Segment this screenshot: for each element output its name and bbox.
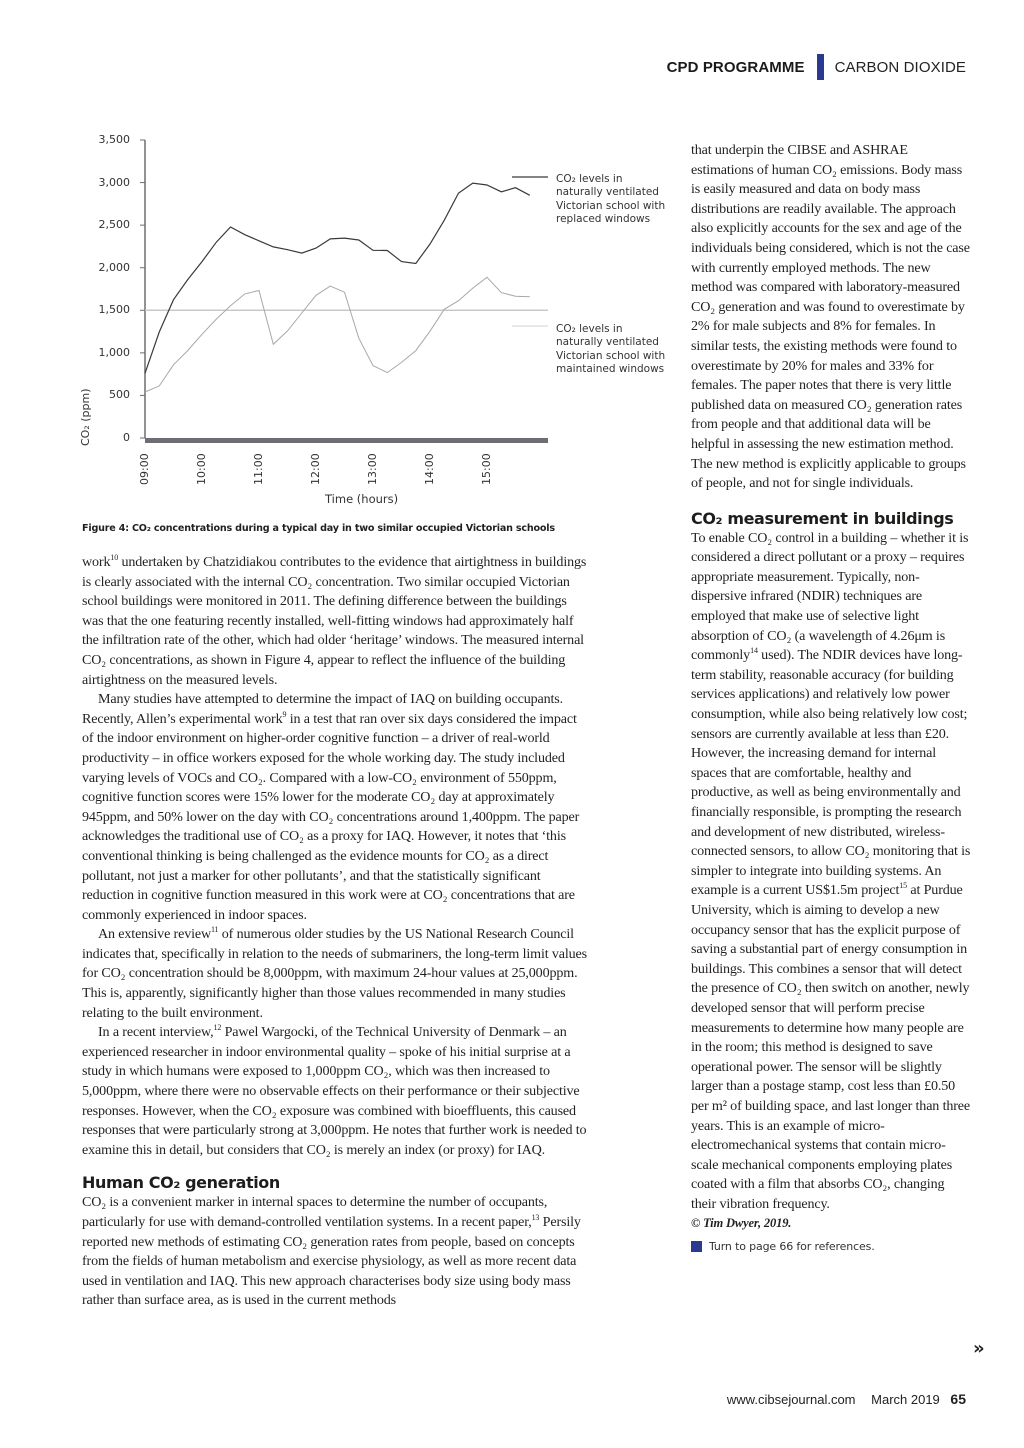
x-tick-label: 11:00 — [252, 453, 265, 485]
x-axis-label: Time (hours) — [325, 492, 399, 506]
references-label: Turn to page 66 for references. — [709, 1240, 875, 1254]
x-tick-label: 15:00 — [480, 453, 493, 485]
header-divider-bar — [817, 54, 824, 80]
x-tick-label: 14:00 — [423, 453, 436, 485]
y-tick-label: 0 — [123, 431, 130, 444]
page-number: 65 — [950, 1391, 966, 1407]
y-tick-label: 500 — [109, 388, 130, 402]
section-heading-co2-measurement: CO₂ measurement in buildings — [691, 508, 954, 528]
running-header — [667, 54, 966, 80]
y-tick-label: 3,500 — [98, 133, 130, 146]
series-maintained-windows — [145, 277, 530, 392]
x-tick-label: 09:00 — [138, 453, 151, 485]
paragraph: work$^{10}$ undertaken by Chatzidiakou contributes to the evidence that airtightness in buildings is clearly associated with the internal CO₂ concentration. Two similar occupied Victorian school buildings were monitored in 2011. The defining difference between the buildings was that the one featuring recently installed, well-fitting windows had approximately half the infiltration rate of the other, which had older ‘heritage’ windows. The measured internal CO₂ concentrations, as shown in Figure 4, appear to reflect the influence of the building airtightness on the measured levels. — [82, 553, 587, 688]
continue-chevron-icon: » — [973, 1338, 985, 1359]
left-column — [82, 553, 587, 1311]
paragraph: In a recent interview,$^{12}$ Pawel Wargocki, of the Technical University of Denmark – an experienced researcher in indoor environmental quality – spoke of his initial surprise at a study in which humans were exposed to 1,000ppm CO₂, which was then increased to 5,000ppm, where there were no observable effects on their performance or their subjective responses. However, when the CO₂ exposure was combined with bioeffluents, this caused responses that were particularly strong at 3,000ppm. He notes that further work is needed to examine this in detail, but considers that CO₂ is merely an index (or proxy) for IAQ. — [82, 1023, 587, 1158]
x-tick-label: 12:00 — [309, 453, 322, 485]
paragraph: To enable CO₂ control in a building – whether it is considered a direct pollutant or a proxy – requires appropriate measurement. Typically, non-dispersive infrared (NDIR) techniques are employed that make use of selective light absorption of CO₂ (a wavelength of 4.26μm is commonly$^{14}$ used). The NDIR devices have long-term stability, reasonable accuracy (for building services applications) and relatively low power consumption, while also being relatively low cost; sensors are currently available at less than £20. However, the increasing demand for internal spaces that are comfortable, healthy and productive, as well as being environmentally and financially responsible, is prompting the research and development of new distributed, wireless-connected sensors, to allow CO₂ monitoring that is simpler to integrate into building systems. An example is a current US$1.5m project$^{15}$ at Purdue University, which is aiming to develop a new occupancy sensor that has the explicit purpose of saving a substantial part of energy consumption in buildings. This combines a sensor that will detect the presence of CO₂ then switch on another, newly developed sensor that will perform precise measurements to determine how many people are in the room; this method is designed to save operational power. The sensor will be slightly larger than a postage stamp, cost less than £0.50 per m² of building space, and last longer than three years. This is an example of micro-electromechanical systems that contain micro-scale mechanical components employing plates coated with a film that absorbs CO₂, changing their vibration frequency. — [691, 529, 971, 1212]
author-credit: © Tim Dwyer, 2019. — [691, 1216, 792, 1231]
section-heading-human-co2-generation: Human CO₂ generation — [82, 1173, 280, 1193]
x-tick-label: 10:00 — [195, 453, 208, 485]
y-axis-label: CO₂ (ppm) — [79, 388, 92, 446]
page-footer — [727, 1391, 966, 1407]
website-link[interactable]: www.cibsejournal.com — [726, 1392, 856, 1407]
y-tick-label: 3,000 — [98, 175, 130, 189]
x-tick-label: 13:00 — [366, 453, 379, 485]
paragraph: Many studies have attempted to determine the impact of IAQ on building occupants. Recently, Allen’s experimental work$^9$ in a test that ran over six days considered the impact of the indoor environment on higher-order cognitive function – a driver of real-world productivity – in office workers exposed for the whole working day. The study included varying levels of VOCs and CO₂. Compared with a low-CO₂ environment of 550ppm, cognitive function scores were 15% lower for the moderate CO₂ day at approximately 945ppm, and 50% lower on the day with CO₂ concentrations around 1,400ppm. The paper acknowledges the traditional use of CO₂ as a proxy for IAQ. However, it notes that ‘this conventional thinking is being challenged as the evidence mounts for CO₂ as a direct pollutant, not just a marker for other pollutants’, and that the statistically significant reduction in cognitive function measured in this work were at CO₂ concentrations that are commonly experienced in indoor spaces. — [82, 691, 580, 923]
paragraph: An extensive review$^{11}$ of numerous older studies by the US National Research Council indicates that, specifically in relation to the needs of submariners, the long-term limit values for CO₂ concentration should be 8,000ppm, with maximum 24-hour values at 25,000ppm. This is, apparently, significantly higher than those values recommended in many studies relating to the built environment. — [82, 925, 587, 1021]
y-tick-label: 2,500 — [98, 218, 130, 232]
legend-replaced-windows: CO₂ levels in naturally ventilated Victorian school with replaced windows — [556, 173, 666, 225]
paragraph: that underpin the CIBSE and ASHRAE estimations of human CO₂ emissions. Body mass is easily measured and data on body mass distributions are readily available. The approach also explicitly accounts for the sex and age of the individuals being considered, which is not the case with currently employed methods. The new method was compared with laboratory-measured CO₂ generation and was found to overestimate by 2% for male subjects and 8% for females. In similar tests, the existing methods were found to overestimate by 20% for males and 33% for females. The paper notes that there is very little published data on measured CO₂ generation rates from people and that additional data will be helpful in assessing the new estimation method. The new method is explicitly applicable to groups of people, and not for single individuals. — [691, 142, 970, 492]
paragraph: CO₂ is a convenient marker in internal spaces to determine the number of occupants, particularly for use with demand-controlled ventilation systems. In a recent paper,$^{13}$ Persily reported new methods of estimating CO₂ generation rates from people, based on concepts from the fields of human metabolism and exercise physiology, as well as more recent data used in ventilation and IAQ. This new approach characterises body size using body mass rather than surface area, as is used in the current methods — [82, 1194, 581, 1309]
y-tick-label: 1,000 — [98, 345, 130, 359]
legend-maintained-windows: CO₂ levels in naturally ventilated Victorian school with maintained windows — [556, 323, 666, 375]
topic-label: CARBON DIOXIDE — [834, 58, 966, 76]
y-tick-label: 2,000 — [98, 260, 130, 274]
y-tick-label: 1,500 — [98, 303, 130, 317]
series-replaced-windows — [145, 183, 530, 373]
figure-caption: Figure 4: CO₂ concentrations during a typical day in two similar occupied Victorian schools — [82, 523, 555, 534]
section-label: CPD PROGRAMME — [666, 58, 805, 76]
co2-line-chart — [78, 128, 668, 518]
right-column — [691, 141, 971, 1257]
square-bullet-icon — [691, 1241, 702, 1252]
issue-date: March 2019 — [871, 1392, 940, 1407]
references-link[interactable] — [691, 1237, 971, 1257]
